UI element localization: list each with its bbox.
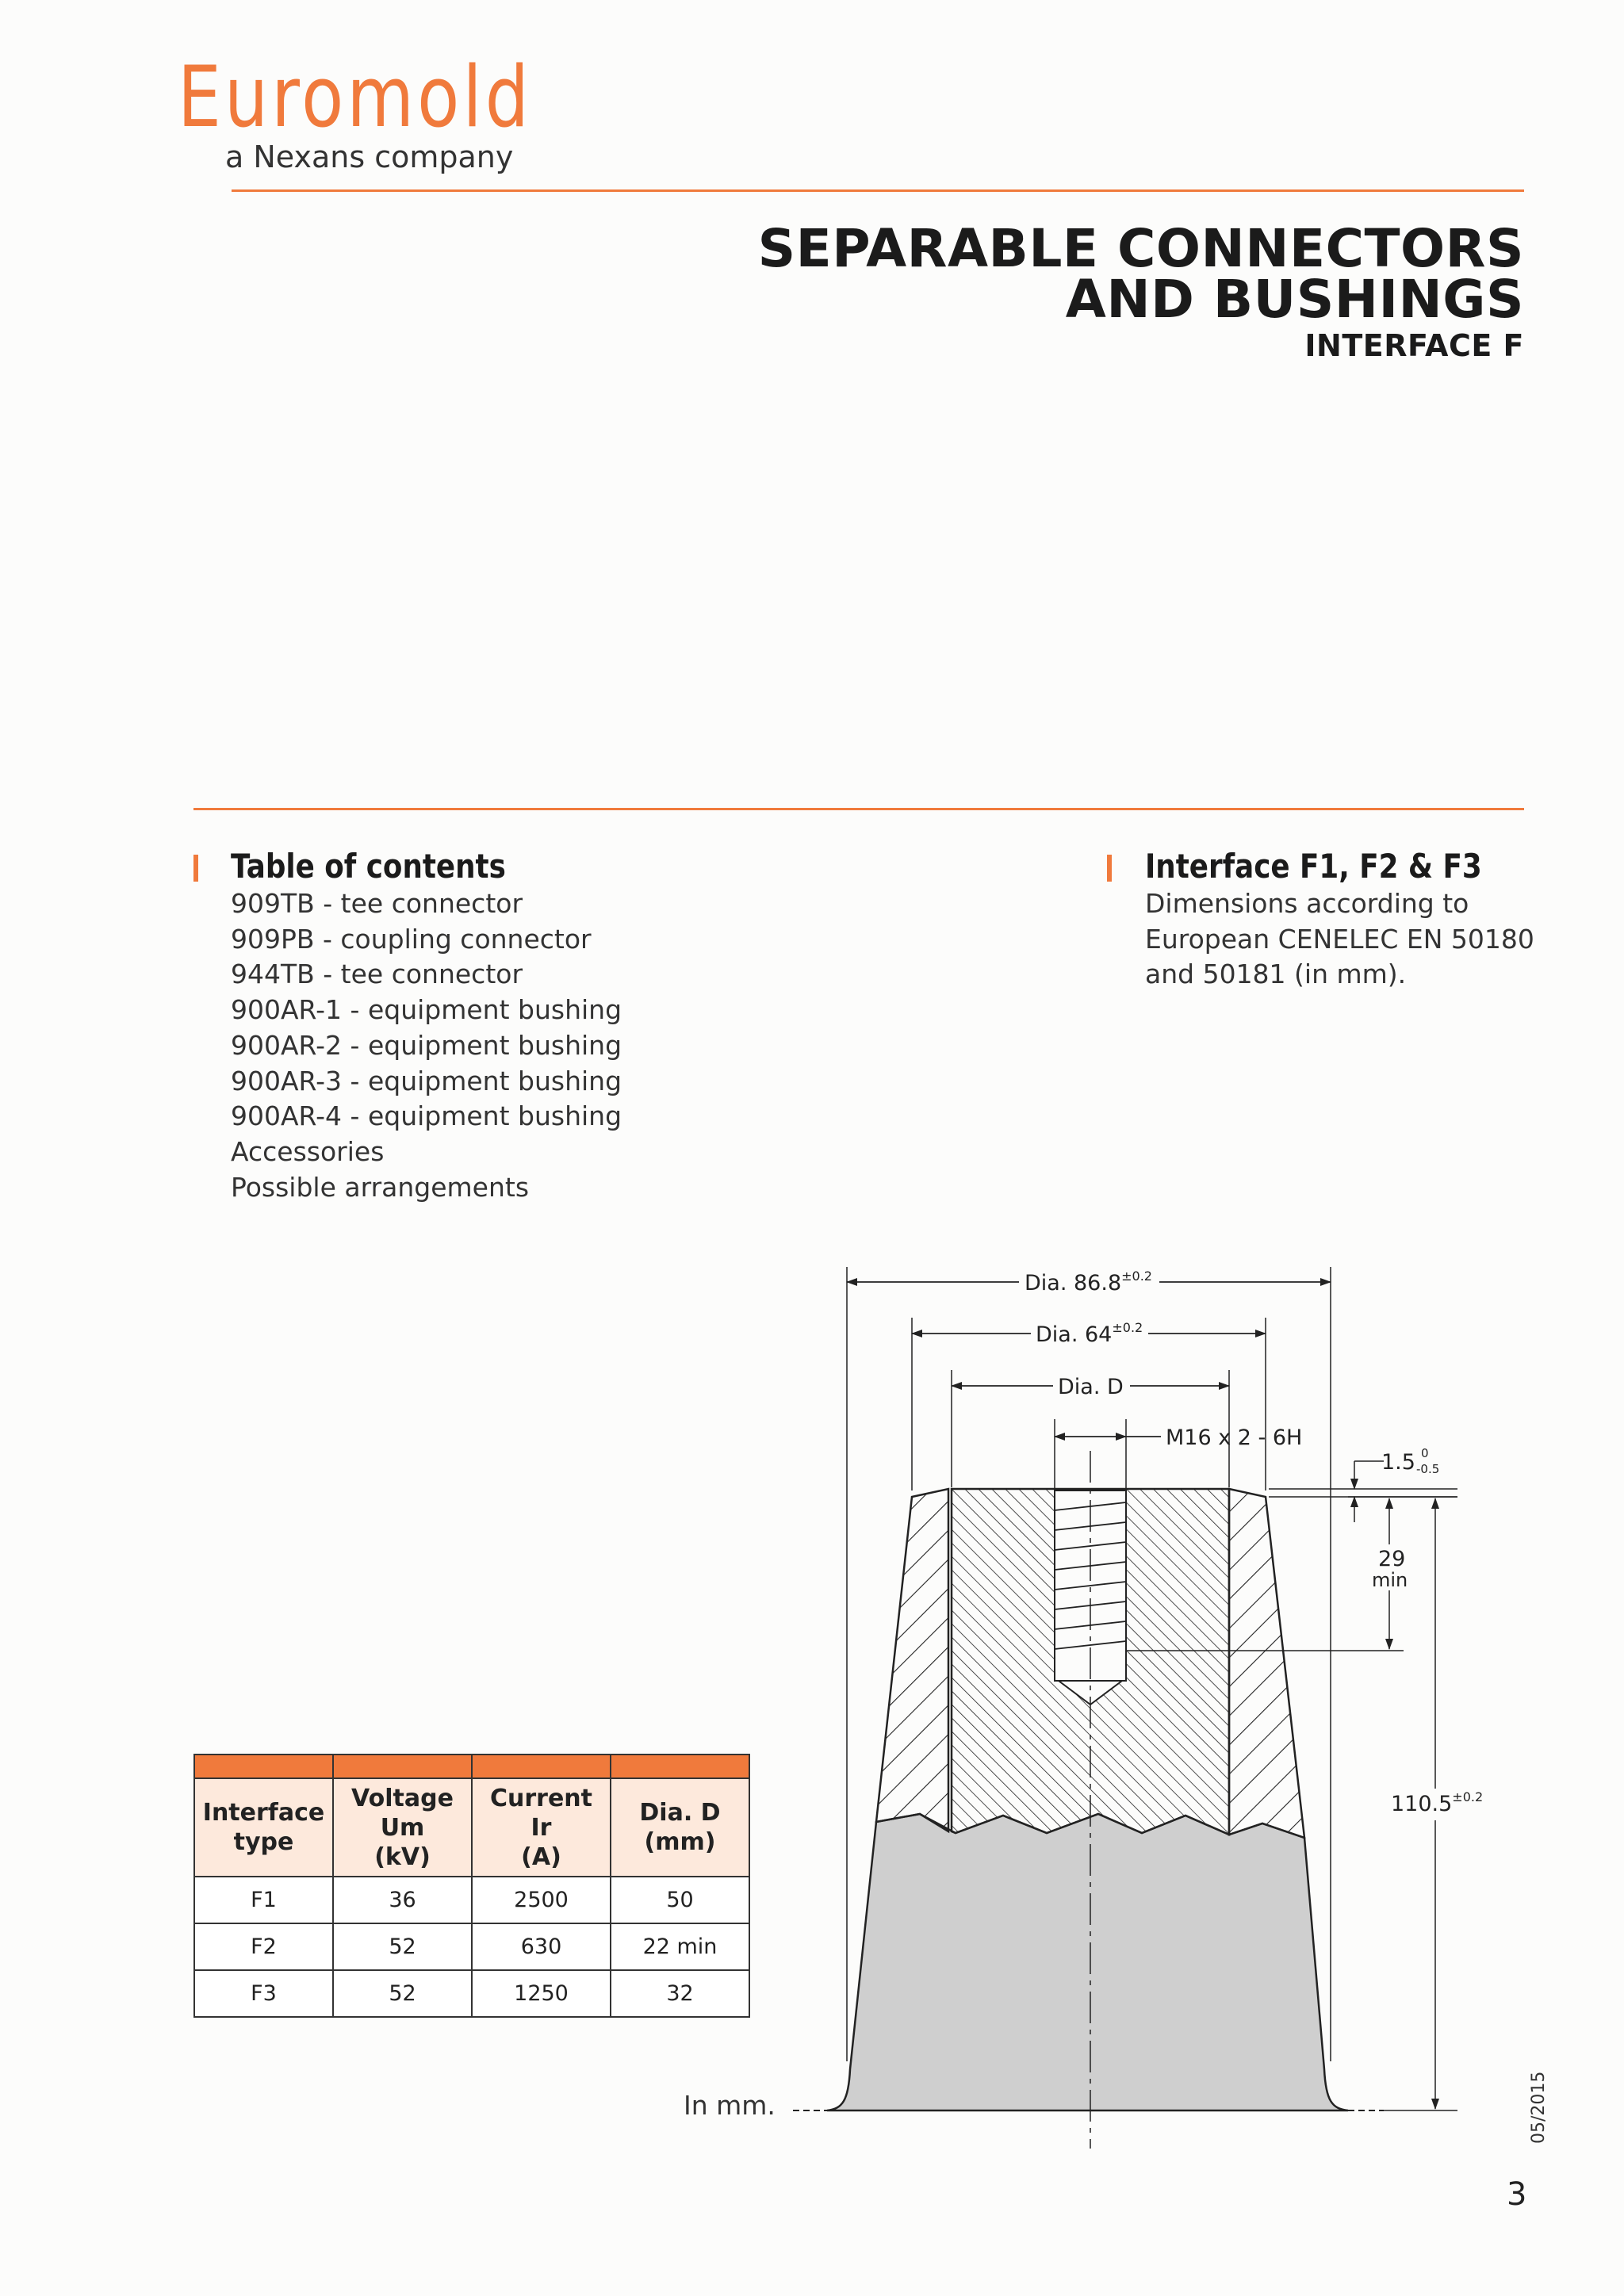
toc-item[interactable]: Possible arrangements [231, 1171, 530, 1203]
dim-step-label: 1.5 [1381, 1450, 1415, 1475]
table-cell: 52 [333, 1970, 472, 2017]
interface-title: Interface F1, F2 & F3 [1145, 847, 1482, 886]
toc-item[interactable]: 944TB - tee connector [231, 959, 523, 990]
units-note: In mm. [684, 2090, 776, 2121]
toc-item[interactable]: 900AR-4 - equipment bushing [231, 1100, 622, 1132]
table-cell: 22 min [611, 1923, 749, 1970]
interface-line: Dimensions according to [1145, 888, 1469, 919]
dim-outer-label: Dia. $86.8^{\pm 0.2}$ [1025, 1269, 1152, 1295]
bushing-right-wall [1229, 1489, 1304, 1838]
toc-item[interactable]: 909PB - coupling connector [231, 923, 592, 955]
publication-date: 05/2015 [1529, 2071, 1549, 2144]
toc-item[interactable]: 909TB - tee connector [231, 888, 523, 919]
page-number: 3 [1507, 2176, 1527, 2213]
table-cell: 52 [333, 1923, 472, 1970]
dim-d-label: Dia. D [1058, 1375, 1124, 1399]
toc-item[interactable]: 900AR-3 - equipment bushing [231, 1065, 622, 1096]
table-cell: 32 [611, 1970, 749, 2017]
table-cell: 36 [333, 1877, 472, 1923]
interface-line: European CENELEC EN 50180 [1145, 923, 1534, 955]
dim-thread-label: M16 x 2 - 6H [1166, 1425, 1303, 1450]
table-cell: 2500 [472, 1877, 611, 1923]
table-cell: F2 [194, 1923, 333, 1970]
table-cell: 50 [611, 1877, 749, 1923]
toc-item[interactable]: 900AR-1 - equipment bushing [231, 994, 622, 1026]
toc-item[interactable]: Accessories [231, 1135, 385, 1167]
bushing-left-wall [876, 1489, 948, 1831]
table-cell: F1 [194, 1877, 333, 1923]
table-cell: 1250 [472, 1970, 611, 2017]
dim-mid-label: Dia. $64^{\pm 0.2}$ [1036, 1320, 1143, 1347]
page-subtitle: INTERFACE F [1304, 328, 1524, 363]
interface-line: and 50181 (in mm). [1145, 959, 1407, 990]
toc-item[interactable]: 900AR-2 - equipment bushing [231, 1029, 622, 1061]
table-cell: 630 [472, 1923, 611, 1970]
header-dia-d: Dia. D (mm) [611, 1778, 749, 1877]
dim-depth-note: min [1372, 1569, 1408, 1591]
page-title-line1: SEPARABLE CONNECTORS [757, 218, 1524, 279]
logo-tagline: a Nexans company [225, 140, 514, 174]
page-title-line2: AND BUSHINGS [1065, 269, 1524, 330]
dim-height-label: $110.5^{\pm 0.2}$ [1391, 1789, 1484, 1816]
dim-step-tol-upper: 0 [1421, 1446, 1429, 1460]
toc-title: Table of contents [231, 847, 506, 886]
euromold-logo: Euromold [178, 48, 532, 146]
bushing-solid-body [827, 1814, 1348, 2110]
header-interface-type: Interface type [194, 1778, 333, 1877]
table-cell: F3 [194, 1970, 333, 2017]
dim-depth-label: 29 [1378, 1547, 1406, 1571]
header-voltage: Voltage Um (kV) [333, 1778, 472, 1877]
dim-step-tol-lower: -0.5 [1416, 1462, 1440, 1476]
header-current: Current Ir (A) [472, 1778, 611, 1877]
